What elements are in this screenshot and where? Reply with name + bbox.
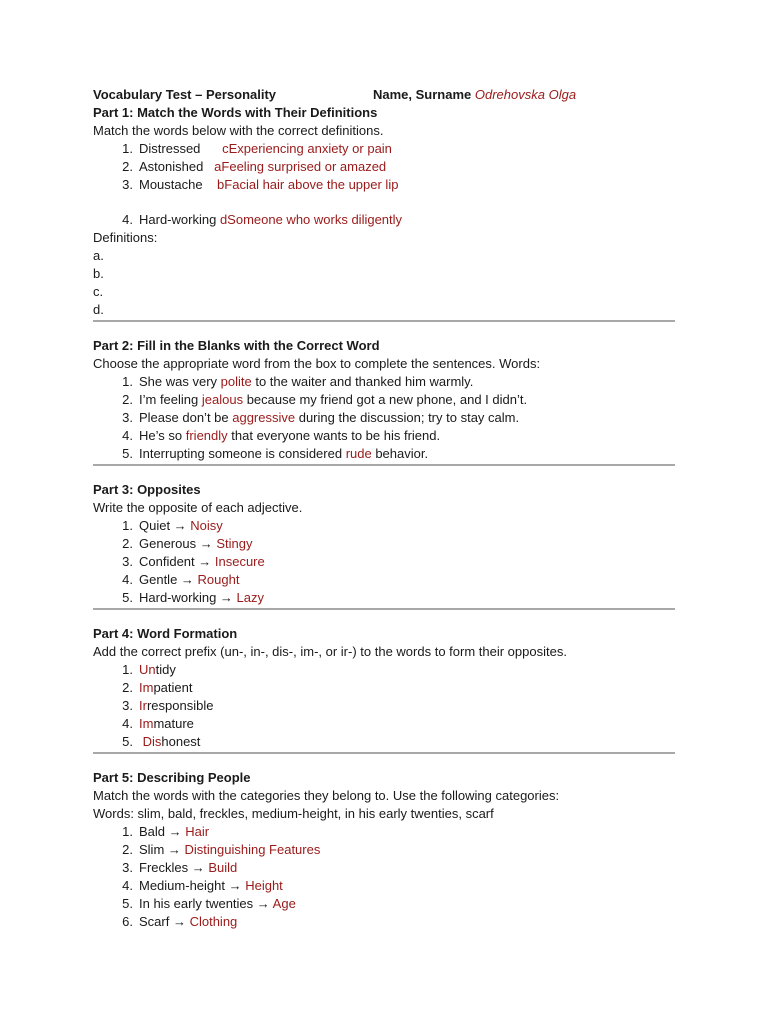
item-word: Astonished [139, 159, 204, 174]
item-answer: Lazy [236, 590, 264, 605]
name-label: Name, Surname [373, 87, 472, 102]
item-word: Quiet → [139, 518, 191, 533]
list-item [93, 571, 675, 589]
part3-instruction: Write the opposite of each adjective. [93, 500, 303, 515]
section-divider [93, 608, 675, 610]
item-answer: Insecure [214, 554, 265, 569]
part5-words-line: Words: slim, bald, freckles, medium-height, in his early twenties, scarf [93, 806, 494, 821]
word-root: responsible [146, 698, 214, 713]
list-item [93, 823, 675, 841]
item-word: Scarf → [139, 914, 190, 929]
item-answer: Noisy [190, 518, 223, 533]
item-word: Slim → [139, 842, 185, 857]
list-item [93, 733, 675, 751]
item-number: 1. [122, 518, 133, 533]
list-item [93, 445, 675, 463]
item-answer: Clothing [189, 914, 238, 929]
item-number: 4. [122, 428, 133, 443]
prefix-answer: Dis [139, 734, 162, 749]
part5-heading: Part 5: Describing People [93, 770, 251, 785]
part1-heading: Part 1: Match the Words with Their Definitions [93, 105, 378, 120]
list-item [93, 841, 675, 859]
definition-letter: d. [93, 302, 104, 317]
list-item [93, 176, 675, 194]
item-number: 2. [122, 680, 133, 695]
sentence-end: to the waiter and thanked him warmly. [251, 374, 474, 389]
item-answer: aFeeling surprised or amazed [214, 159, 387, 174]
item-number: 4. [122, 212, 133, 227]
item-spacer [203, 159, 214, 174]
part5-instruction: Match the words with the categories they belong to. Use the following categories: [93, 788, 560, 803]
item-word: Gentle → [139, 572, 198, 587]
item-number: 3. [122, 860, 133, 875]
list-item [93, 373, 675, 391]
list-item [93, 409, 675, 427]
item-answer: polite [220, 374, 252, 389]
item-number: 3. [122, 554, 133, 569]
prefix-answer: Im [139, 716, 154, 731]
item-number: 6. [122, 914, 133, 929]
item-spacer [203, 177, 217, 192]
item-answer: Stingy [216, 536, 253, 551]
definition-letter: a. [93, 248, 104, 263]
list-item [93, 140, 675, 158]
list-item [93, 158, 675, 176]
item-number: 2. [122, 392, 133, 407]
definition-letter: b. [93, 266, 104, 281]
item-word: In his early twenties → [139, 896, 273, 911]
word-root: tidy [155, 662, 176, 677]
sentence-start: Please don’t be [139, 410, 233, 425]
item-answer: cExperiencing anxiety or pain [222, 141, 392, 156]
sentence-end: that everyone wants to be his friend. [227, 428, 441, 443]
section-divider [93, 752, 675, 754]
item-number: 4. [122, 572, 133, 587]
item-answer: Hair [185, 824, 210, 839]
item-answer: rude [345, 446, 372, 461]
item-number: 5. [122, 896, 133, 911]
item-word: Hard-working → [139, 590, 237, 605]
section-divider [93, 320, 675, 322]
list-item [93, 427, 675, 445]
item-word: Hard-working [139, 212, 217, 227]
definition-letter: c. [93, 284, 104, 299]
list-item [93, 895, 675, 913]
item-number: 1. [122, 662, 133, 677]
list-item [93, 553, 675, 571]
item-word: Moustache [139, 177, 203, 192]
prefix-answer: Un [139, 662, 156, 677]
item-answer: Height [245, 878, 283, 893]
item-word: Medium-height → [139, 878, 246, 893]
list-item [93, 211, 675, 229]
item-answer: bFacial hair above the upper lip [217, 177, 399, 192]
item-word: Distressed [139, 141, 201, 156]
item-answer: Build [208, 860, 238, 875]
list-item [93, 859, 675, 877]
sentence-end: during the discussion; try to stay calm. [295, 410, 520, 425]
name-block [373, 86, 576, 104]
part4-heading: Part 4: Word Formation [93, 626, 238, 641]
item-answer: dSomeone who works diligently [219, 212, 403, 227]
item-word: Confident → [139, 554, 215, 569]
part3-heading: Part 3: Opposites [93, 482, 201, 497]
item-answer: Age [272, 896, 296, 911]
test-title: Vocabulary Test – Personality [93, 87, 277, 102]
definitions-label: Definitions: [93, 230, 158, 245]
list-item [93, 535, 675, 553]
header-line [93, 86, 675, 104]
item-number: 1. [122, 141, 133, 156]
item-number: 5. [122, 590, 133, 605]
item-number: 3. [122, 698, 133, 713]
item-number: 3. [122, 177, 133, 192]
item-number: 4. [122, 878, 133, 893]
prefix-answer: Im [139, 680, 154, 695]
list-item [93, 877, 675, 895]
item-number: 1. [122, 824, 133, 839]
sentence-start: She was very [139, 374, 221, 389]
document-content [93, 86, 675, 931]
item-number: 2. [122, 159, 133, 174]
sentence-start: I’m feeling [139, 392, 202, 407]
item-answer: aggressive [232, 410, 296, 425]
list-item [93, 589, 675, 607]
word-root: patient [153, 680, 193, 695]
item-answer: Distinguishing Features [184, 842, 321, 857]
item-answer: friendly [185, 428, 228, 443]
sentence-start: He’s so [139, 428, 186, 443]
item-number: 3. [122, 410, 133, 425]
item-answer: jealous [201, 392, 244, 407]
blank-line [93, 194, 675, 211]
item-word: Freckles → [139, 860, 209, 875]
list-item [93, 715, 675, 733]
item-number: 1. [122, 374, 133, 389]
list-item [93, 517, 675, 535]
item-number: 5. [122, 734, 133, 749]
item-number: 5. [122, 446, 133, 461]
list-item [93, 697, 675, 715]
list-item [93, 391, 675, 409]
sentence-end: behavior. [371, 446, 429, 461]
part4-instruction: Add the correct prefix (un-, in-, dis-, im-, or ir-) to the words to form their opposites. [93, 644, 567, 659]
name-value: Odrehovska Olga [474, 87, 577, 102]
part1-instruction: Match the words below with the correct definitions. [93, 123, 384, 138]
part2-instruction: Choose the appropriate word from the box to complete the sentences. Words: [93, 356, 541, 371]
item-number: 2. [122, 842, 133, 857]
sentence-start: Interrupting someone is considered [139, 446, 346, 461]
item-word: Bald → [139, 824, 186, 839]
item-word: Generous → [139, 536, 217, 551]
list-item [93, 913, 675, 931]
section-divider [93, 464, 675, 466]
word-root: honest [161, 734, 201, 749]
word-root: mature [153, 716, 194, 731]
list-item [93, 679, 675, 697]
part2-heading: Part 2: Fill in the Blanks with the Correct Word [93, 338, 380, 353]
sentence-end: because my friend got a new phone, and I didn’t. [243, 392, 528, 407]
prefix-answer: Ir [139, 698, 147, 713]
item-answer: Rought [197, 572, 240, 587]
list-item [93, 661, 675, 679]
item-number: 4. [122, 716, 133, 731]
item-number: 2. [122, 536, 133, 551]
item-spacer [200, 141, 222, 156]
